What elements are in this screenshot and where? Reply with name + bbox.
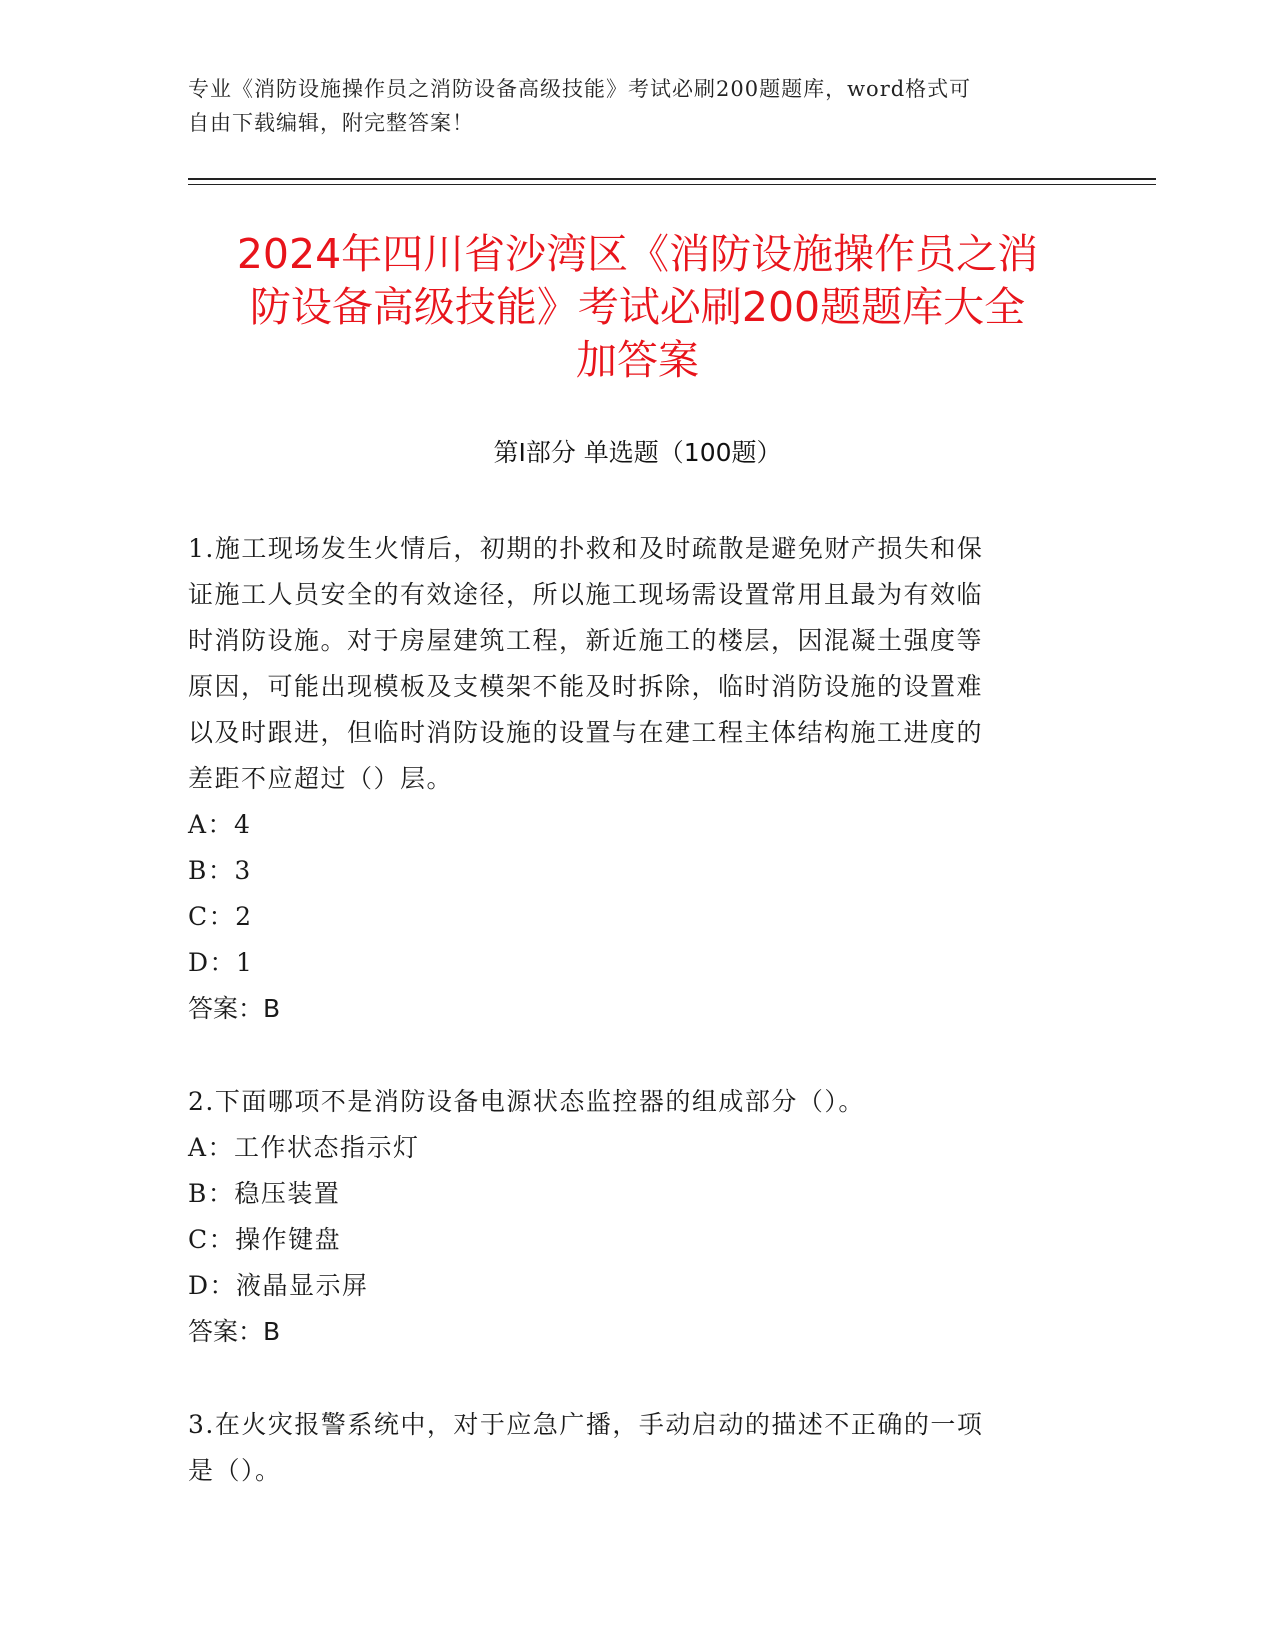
question-text-line: 3.在火灾报警系统中，对于应急广播，手动启动的描述不正确的一项 <box>188 1410 984 1439</box>
option-c: C：操作键盘 <box>188 1225 342 1254</box>
question-spacer <box>188 1032 1068 1079</box>
question-text-line: 原因，可能出现模板及支模架不能及时拆除，临时消防设施的设置难 <box>188 672 984 701</box>
option-d: D：液晶显示屏 <box>188 1271 369 1300</box>
question-text <box>188 526 1068 802</box>
option-c: C：2 <box>188 902 253 931</box>
question-3 <box>188 1402 1068 1494</box>
question-text-line: 证施工人员安全的有效途径，所以施工现场需设置常用且最为有效临 <box>188 580 984 609</box>
question-text-line: 是（）。 <box>188 1456 282 1485</box>
document-title <box>150 228 1125 387</box>
header-divider-thin <box>188 184 1156 185</box>
question-text-line: 时消防设施。对于房屋建筑工程，新近施工的楼层，因混凝土强度等 <box>188 626 984 655</box>
question-1 <box>188 526 1068 1032</box>
question-text <box>188 1402 1068 1494</box>
title-line: 防设备高级技能》考试必刷200题题库大全 <box>249 283 1026 331</box>
answer: 答案：B <box>188 994 281 1023</box>
title-line: 加答案 <box>576 336 699 384</box>
question-text <box>188 1079 1068 1125</box>
section-title: 第I部分 单选题（100题） <box>493 438 782 467</box>
question-text-line: 差距不应超过（）层。 <box>188 764 454 793</box>
header-note-line: 自由下载编辑，附完整答案！ <box>188 111 474 135</box>
question-2 <box>188 1079 1068 1355</box>
question-spacer <box>188 1355 1068 1402</box>
option-a: A：工作状态指示灯 <box>188 1133 420 1162</box>
title-line: 2024年四川省沙湾区《消防设施操作员之消 <box>236 230 1039 278</box>
answer: 答案：B <box>188 1317 281 1346</box>
option-a: A：4 <box>188 810 252 839</box>
option-b: B：稳压装置 <box>188 1179 341 1208</box>
question-text-line: 以及时跟进，但临时消防设施的设置与在建工程主体结构施工进度的 <box>188 718 984 747</box>
option-d: D：1 <box>188 948 254 977</box>
header-note <box>188 72 1068 140</box>
question-list <box>188 526 1068 1494</box>
header-note-line: 专业《消防设施操作员之消防设备高级技能》考试必刷200题题库，word格式可 <box>188 77 972 101</box>
question-text-line: 1.施工现场发生火情后，初期的扑救和及时疏散是避免财产损失和保 <box>188 534 984 563</box>
option-b: B：3 <box>188 856 252 885</box>
header-divider-thick <box>188 178 1156 180</box>
question-text-line: 2.下面哪项不是消防设备电源状态监控器的组成部分（）。 <box>188 1087 865 1116</box>
